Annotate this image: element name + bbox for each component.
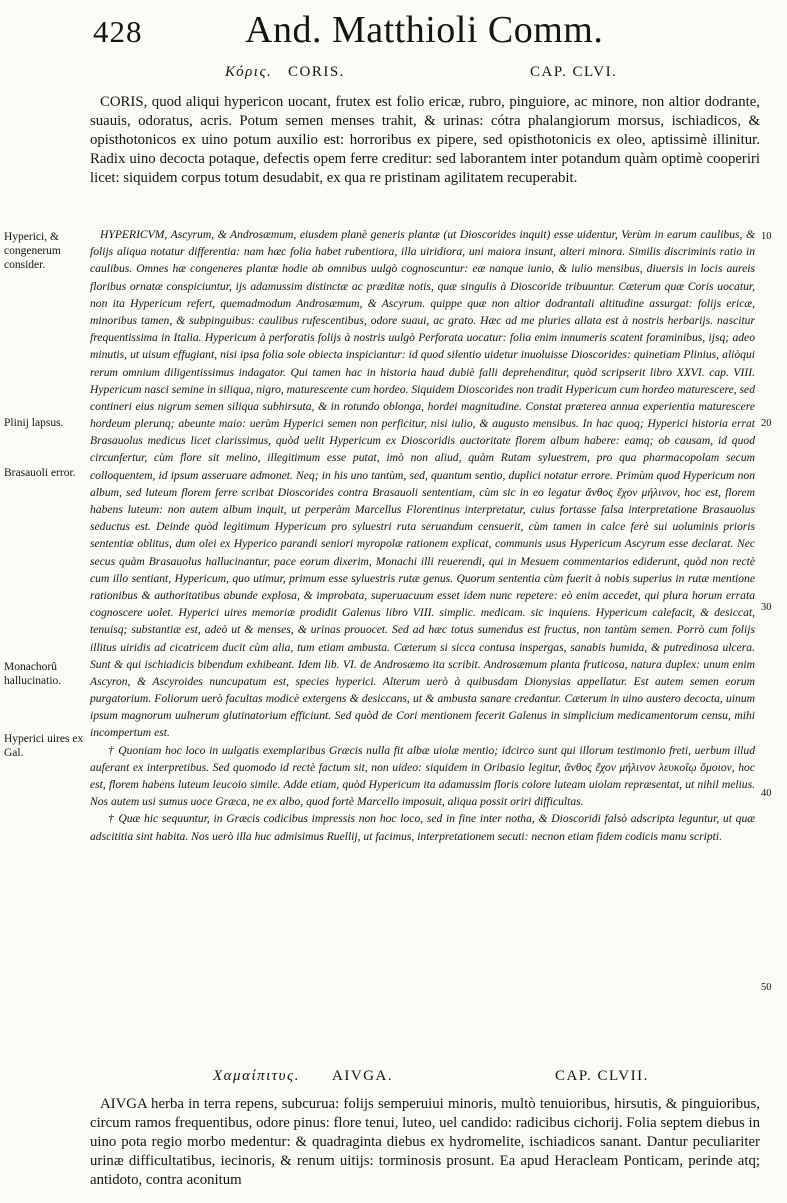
line-number: 20 (761, 418, 772, 429)
margin-note: Monachorû hallucinatio. (4, 661, 62, 687)
commentary-block (90, 226, 755, 845)
chapter-greek-name: Κόρις. (225, 64, 273, 80)
line-number: 30 (761, 602, 772, 613)
margin-note: Hyperici, & congenerum consider. (4, 231, 61, 271)
line-number: 10 (761, 231, 772, 242)
commentary-note: † Quoniam hoc loco in uulgatis exemplaribus Græcis nulla fit albæ uiolæ mentio; idcirco sunt qui illorum testimonio freti, uerbum illud auferant ex interpretibus. Sed quomodo id rectè factum sit, non uideo: siquidem in Oribasio legitur, ἄνθος ἔχον μήλινον λευκοΐῳ ὅμοιον, hoc est, florem habens luteum leucoio simile. Adde etiam, quòd Hypericum ita adamussim floris colore luteam uiolam repræsentat, ut nihil melius. Nos autem usi sumus uoce Græca, ne ex albo, quod fortè Marcello imposuit, aliqua possit oriri difficultas. (90, 743, 755, 809)
margin-note: Hyperici uires ex Gal. (4, 733, 84, 759)
commentary-note: † Quæ hic sequuntur, in Græcis codicibus impressis non hoc loco, sed in fine inter notha, & Dioscoridi falsò adscripta leguntur, ut quæ adscititia sint habita. Nos uerò illa huc admisimus Ruellij, ut facimus, interpretationem secuti: necnon etiam fidem codicis manu scripti. (90, 812, 755, 843)
margin-note: Brasauoli error. (4, 467, 76, 479)
chapter-latin-name: AIVGA. (332, 1068, 394, 1084)
chapter-heading-aiuga (0, 1068, 787, 1094)
chapter-greek-name: Χαμαίπιτυς. (213, 1068, 300, 1084)
running-title: And. Matthioli Comm. (245, 9, 604, 51)
coris-description (90, 93, 760, 188)
chapter-number: CAP. CLVII. (555, 1068, 649, 1084)
aiuga-description (90, 1095, 760, 1190)
margin-note: Plinij lapsus. (4, 417, 64, 429)
chapter-heading-coris (0, 64, 787, 90)
page-number: 428 (93, 14, 143, 49)
chapter-number: CAP. CLVI. (530, 64, 618, 80)
line-number: 50 (761, 982, 772, 993)
coris-paragraph: CORIS, quod aliqui hypericon uocant, frutex est folio ericæ, rubro, pinguiore, ac minore, non altior dodrante, suauis, odoratus, acris. Potum semen menses trahit, & urinas: cótra phalangiorum morsus, ischiadicos, & opisthotonicos ex uino potum auxilio est: horroribus ex pipere, sed opisthotonicis ex oleo, aptissimè illinitur. Radix uino decocta potaque, defectis opem ferre creditur: sed laborantem inter potandum quàm optimè cooperiri licet: siquidem corpus totum desudabit, ex qua re pristinam agilitatem recuperabit. (90, 94, 760, 187)
aiuga-paragraph: AIVGA herba in terra repens, subcurua: folijs semperuiui minoris, multò tenuioribus, hirsutis, & pinguioribus, circum ramos frequentibus, odore pinus: flore tenui, luteo, uel candido: radicibus cichorij. Folia septem diebus in uino pota regio morbo medentur: & quadraginta diebus ex hydromelite, ischiadicos sanant. Dantur peculiariter urinæ difficultatibus, iecinoris, & renum uitijs: torminosis prosunt. Ea apud Heracleam Ponticam, perinde atq; antidoto, contra aconitum (90, 1096, 760, 1189)
chapter-latin-name: CORIS. (288, 64, 345, 80)
commentary-paragraph: HYPERICVM, Ascyrum, & Androsæmum, eiusdem planè generis plantæ (ut Dioscorides inquit) esse uidentur, Verùm in earum caulibus, & folijs aliqua notatur differentia: nam hæc folia habet rubentiora, illa uiridiora, uni maiora insunt, alteri minora. Similis discriminis ratio in caulibus. Omnes hæ congeneres plantæ hodie ab omnibus uulgò cognoscuntur: eæ nanque iunio, & iulio mensibus, diuersis in locis aureis floribus ornatæ conspiciuntur, ijs adamussim distinctæ ac præditæ notis, quæ singulis à Dioscoride tribuuntur. Cæterum quæ Coris uocatur, non ita Hypericum refert, quemadmodum Androsæmum, & Ascyrum. quippe quæ non altior dodrantali altitudine assurgat: folijs ericæ, minoribus tamen, & subpinguibus: caulibus rufescentibus, odore suaui, ac grato. Hæc ad me pluries allata est à nostris herbarijs. nascitur frequentissima in Italia. Hypericum à perforatis folijs à nostris uulgò Perforata uocatur: folia enim innumeris scatent foraminibus, ijsq; adeo minutis, ut uisum effugiant, nisi ipsa folia sole obiecta inspiciantur: id quod silentio uidetur inuoluisse Dioscorides: quinetiam Plinius, aliòqui rerum omnium diligentissimus indagator. Qui tamen hac in historia haud dubiè falli deprehenditur, quòd scripserit libro XXVI. cap. VIII. Hypericum nasci semine in siliqua, nigro, maturescente cum hordeo. Siquidem Dioscorides non tradit Hypericum cum hordeo maturescere, sed contineri eius nigrum semen siliqua subhirsuta, & in rotundo oblonga, hordei magnitudine. Constat præterea annua experientia maturescere hordeum plerunq; abeunte maio: uerùm Hyperici semen non perficitur, nisi iulio, & augusto mensibus. In hac quoq; Hyperici historia errat Brasauolus medicus licet clarissimus, quòd uelit Hypericum ex Dioscoridis auctoritate florem album habere: eamq; ob causam, id quod circunfertur, cùm flore sit melino, illegitimum esse putat, imò non aliud, quàm Rutam syluestrem, pro qua pharmacopolam secum colloquentem, id ipsum asseruare admonet. Neq; in his uno tantùm, sed, quantum sentio, duplici notatur errore. Primùm quod Hypericum non album, sed luteum florem ferre scribat Dioscorides contra Brasauoli sententiam, cùm sic in eo legatur ἄνθος ἔχον μήλινον, hoc est, florem habens luteum: non autem album inquit, ut perperàm Marcellus Florentinus interpretatur, cuius fortasse falsa interpretatione Brasauolus seductus est. Deinde quòd legitimum Hypericum pro syluestri ruta seruandum censuerit, cùm tamen in calce ferè sui uoluminis prioris sententiæ oblitus, dum olei ex Hyperico parandi seniori myropolæ rationem explicat, communis usus Hypericum Ascyrum esse declarat. Nec secus quàm Brasauolus hallucinantur, pace eorum dixerim, Monachi illi reuerendi, qui in Mesuem commentarios ediderunt, quòd non rectè cum illo sentiant, Hypericum, quo utimur, primum esse syluestris rutæ genus. Quorum sententia cùm fuerit à nobis superius in rutæ mentione rationibus & authoritatibus abunde explosa, & improbata, superuacuum esset idem nunc repetere: eò enim accedet, qui plura horum errata cognoscere uolet. Hyperici uires memoriæ prodidit Galenus libro VIII. simplic. medicam. sic inquiens. Hypericum calefacit, & desiccat, tenuisq; substantiæ est, adeò ut & menses, & urinas prouocet. Sed ad hæc totus sumendus est fructus, non tantùm semen. Porrò cum folijs illitus uiridis ad cicatricem ducit cùm alia, tum etiam ambusta. Cæterum si sicca contusa inspergas, sanabis humida, & putredinosa ulcera. Sunt & qui ischiadicis bibendum exhibeant. Idem lib. VI. de Androsæmo ita scribit. Androsæmum planta fruticosa, natura duplex: unum enim Ascyron, & Ascyroides nuncupatum est, species hyperici. Alterum uerò à quibusdam Dionysias appellatur. Est autem semen eorum purgatorium. Foliorum uerò facultas modicè extergens & desiccans, ut & ambusta sanare credantur. Cæterum in uino austero decocta, uinum ipsum magnorum uulnerum glutinatorium efficiunt. Sed quòd de Cori mentionem fecerit Galenus in simplicium medicamentorum censu, mihi incompertum est. (90, 228, 755, 740)
line-number: 40 (761, 788, 772, 799)
